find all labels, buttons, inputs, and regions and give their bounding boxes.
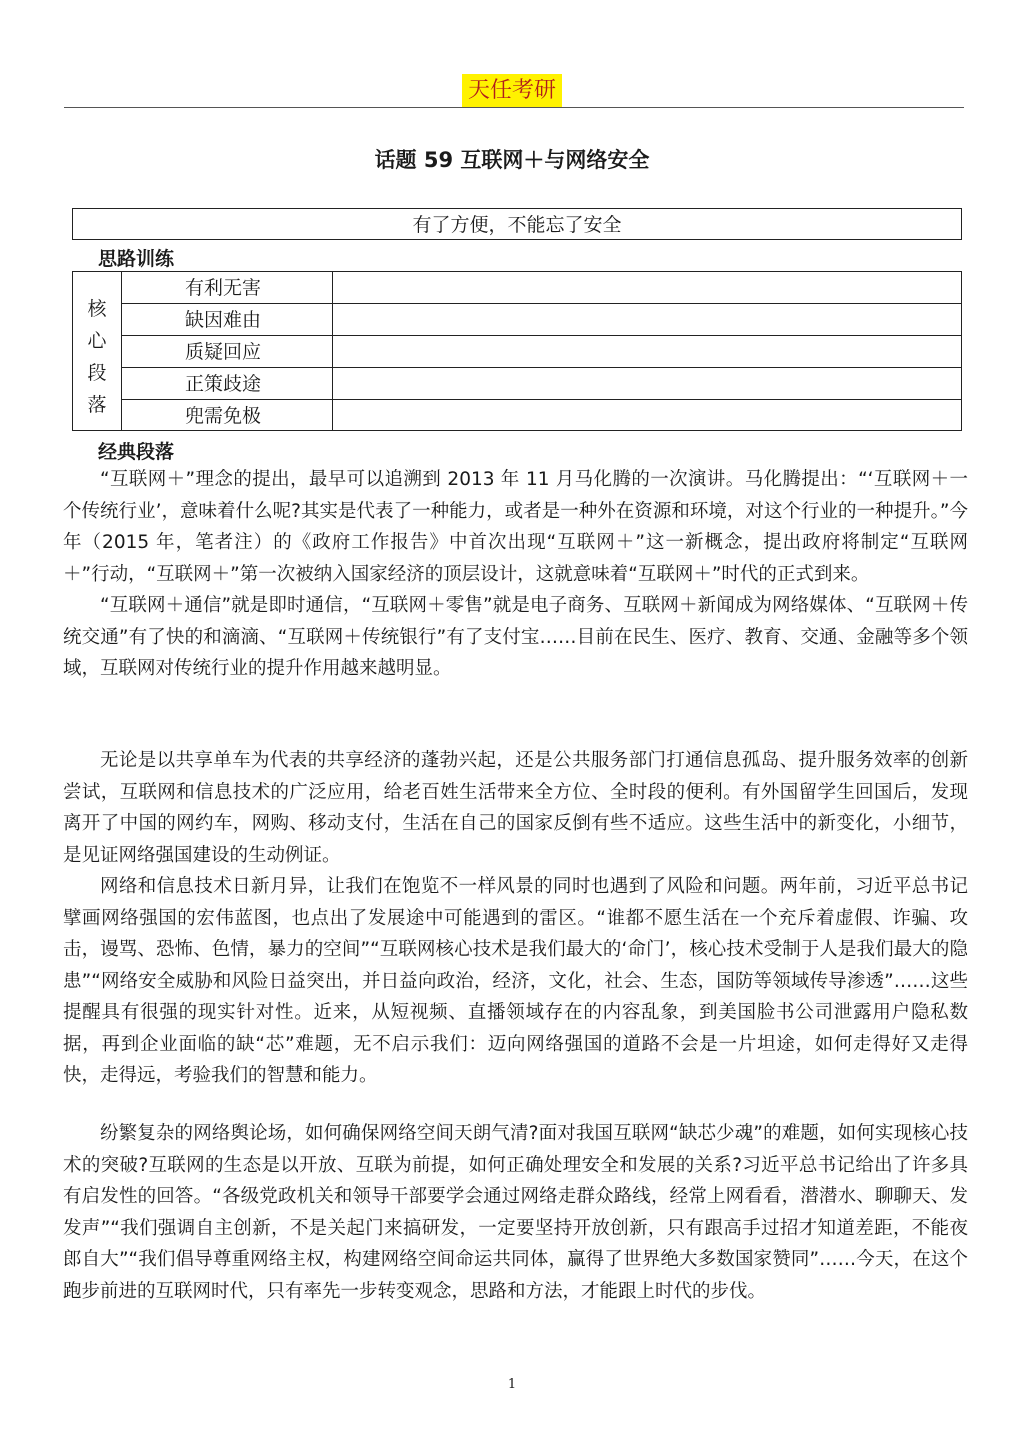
core-row bbox=[121, 304, 961, 336]
paragraph: 纷繁复杂的网络舆论场，如何确保网络空间天朗气清?面对我国互联网“缺芯少魂”的难题，如何实现核心技术的突破?互联网的生态是以开放、互联为前提，如何正确处理安全和发展的关系?习近平总书记给出了许多具有启发性的回答。“各级党政机关和领导干部要学会通过网络走群众路线，经常上网看看，潜潜水、聊聊天、发发声”“我们强调自主创新，不是关起门来搞研发，一定要坚持开放创新，只有跟高手过招才知道差距，不能夜郎自大”“我们倡导尊重网络主权，构建网络空间命运共同体，赢得了世界绝大多数国家赞同”……今天，在这个跑步前进的互联网时代，只有率先一步转变观念，思路和方法，才能跟上时代的步伐。 bbox=[63, 1123, 968, 1302]
core-side-label bbox=[73, 272, 122, 430]
thinking-training-heading: 思路训练 bbox=[98, 248, 175, 270]
core-row-label: 质疑回应 bbox=[121, 336, 333, 367]
classic-paragraph-group-3 bbox=[63, 1118, 968, 1307]
core-row-label: 兜需免极 bbox=[121, 400, 333, 431]
subtitle-box: 有了方便，不能忘了安全 bbox=[72, 208, 962, 240]
classic-paragraph-group-1 bbox=[63, 464, 968, 685]
core-row-label: 缺因难由 bbox=[121, 304, 333, 335]
header-rule bbox=[64, 107, 964, 108]
paragraph: “互联网＋”理念的提出，最早可以追溯到 2013 年 11 月马化腾的一次演讲。马化腾提出：“‘互联网＋一个传统行业’，意味着什么呢?其实是代表了一种能力，或者是一种外在资源和环境，对这个行业的一种提升。”今年（2015 年，笔者注）的《政府工作报告》中首次出现“互联网＋”这一新概念，提出政府将制定“互联网＋”行动，“互联网＋”第一次被纳入国家经济的顶层设计，这就意味着“互联网＋”时代的正式到来。 bbox=[63, 469, 968, 585]
core-paragraph-table bbox=[72, 271, 962, 431]
header-logo: 天任考研 bbox=[462, 74, 562, 108]
core-row-label: 正策歧途 bbox=[121, 368, 333, 399]
classic-paragraph-group-2 bbox=[63, 745, 968, 1092]
core-side-char: 落 bbox=[87, 394, 107, 416]
classic-paragraphs-heading: 经典段落 bbox=[98, 441, 175, 463]
core-row bbox=[121, 336, 961, 368]
core-side-char: 核 bbox=[87, 298, 107, 320]
paragraph: 网络和信息技术日新月异，让我们在饱览不一样风景的同时也遇到了风险和问题。两年前，习近平总书记擘画网络强国的宏伟蓝图，也点出了发展途中可能遇到的雷区。“谁都不愿生活在一个充斥着虚假、诈骗、攻击，谩骂、恐怖、色情，暴力的空间”“互联网核心技术是我们最大的‘命门’，核心技术受制于人是我们最大的隐患”“网络安全威胁和风险日益突出，并日益向政治，经济，文化，社会、生态，国防等领域传导渗透”……这些提醒具有很强的现实针对性。近来，从短视频、直播领域存在的内容乱象，到美国脸书公司泄露用户隐私数据，再到企业面临的缺“芯”难题，无不启示我们：迈向网络强国的道路不会是一片坦途，如何走得好又走得快，走得远，考验我们的智慧和能力。 bbox=[63, 876, 968, 1086]
page-number: 1 bbox=[507, 1377, 517, 1392]
core-side-char: 段 bbox=[87, 362, 107, 384]
paragraph: “互联网＋通信”就是即时通信，“互联网＋零售”就是电子商务、互联网＋新闻成为网络媒体、“互联网＋传统交通”有了快的和滴滴、“互联网＋传统银行”有了支付宝……目前在民生、医疗、教育、交通、金融等多个领域，互联网对传统行业的提升作用越来越明显。 bbox=[63, 595, 968, 679]
core-row bbox=[121, 368, 961, 400]
core-row bbox=[121, 400, 961, 431]
page-title: 话题 59 互联网＋与网络安全 bbox=[374, 148, 650, 172]
paragraph: 无论是以共享单车为代表的共享经济的蓬勃兴起，还是公共服务部门打通信息孤岛、提升服务效率的创新尝试，互联网和信息技术的广泛应用，给老百姓生活带来全方位、全时段的便利。有外国留学生回国后，发现离开了中国的网约车，网购、移动支付，生活在自己的国家反倒有些不适应。这些生活中的新变化，小细节，是见证网络强国建设的生动例证。 bbox=[63, 750, 968, 866]
core-row-label: 有利无害 bbox=[121, 272, 333, 303]
core-side-char: 心 bbox=[87, 330, 107, 352]
core-row bbox=[121, 272, 961, 304]
